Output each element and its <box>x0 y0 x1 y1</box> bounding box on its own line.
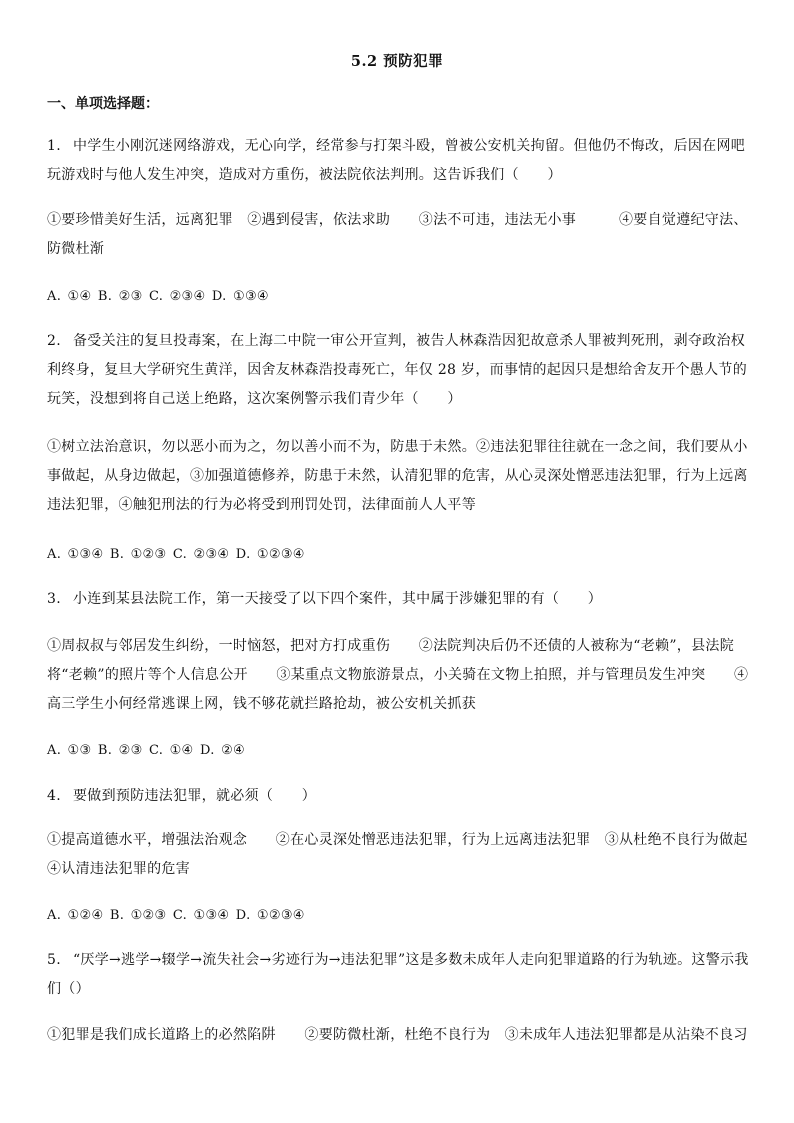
question-2-options: A. ①③④ B. ①②③ C. ②③④ D. ①②③④ <box>47 547 305 562</box>
question-4-items: ①提高道德水平，增强法治观念 ②在心灵深处憎恶违法犯罪，行为上远离违法犯罪 ③从杜绝不良行为做起 ④认清违法犯罪的危害 <box>47 832 763 877</box>
question-1-items: ①要珍惜美好生活，远离犯罪 ②遇到侵害，依法求助 ③法不可违，违法无小事 ④要自觉遵纪守法、防微杜渐 <box>47 212 748 257</box>
question-text: 小连到某县法院工作，第一天接受了以下四个案件，其中属于涉嫌犯罪的有（ ） <box>72 591 603 607</box>
question-number: 1. <box>47 138 61 154</box>
question-3-stem <box>47 585 752 614</box>
question-number: 3. <box>47 591 61 607</box>
question-4-options: A. ①②④ B. ①②③ C. ①③④ D. ①②③④ <box>47 908 305 923</box>
question-number: 2. <box>47 333 61 349</box>
question-number: 4. <box>47 788 61 804</box>
page-title: 5.2 预防犯罪 <box>350 53 444 70</box>
section-heading: 一、单项选择题： <box>47 96 159 112</box>
question-3-items: ①周叔叔与邻居发生纠纷，一时恼怒，把对方打成重伤 ②法院判决后仍不还债的人被称为“老赖”，县法院将“老赖”的照片等个人信息公开 ③某重点文物旅游景点，小关骑在文物上拍照，并与管理员发生冲突 ④高三学生小何经常逃课上网，钱不够花就拦路抢劫，被公安机关抓获 <box>47 638 749 712</box>
question-text: 备受关注的复旦投毒案，在上海二中院一审公开宣判，被告人林森浩因犯故意杀人罪被判死刑，剥夺政治权利终身，复旦大学研究生黄洋，因舍友林森浩投毒死亡，年仅 28 岁，而事情的起因只是想给舍友开个愚人节的玩笑，没想到将自己送上绝路，这次案例警示我们青少年（ ） <box>47 333 748 407</box>
question-1-stem <box>47 132 752 190</box>
question-2-items: ①树立法治意识，勿以恶小而为之，勿以善小而不为，防患于未然。②违法犯罪往往就在一念之间，我们要从小事做起，从身边做起，③加强道德修养，防患于未然，认清犯罪的危害，从心灵深处憎恶违法犯罪，行为上远离违法犯罪，④触犯刑法的行为必将受到刑罚处罚，法律面前人人平等 <box>47 439 748 513</box>
question-text: 中学生小刚沉迷网络游戏，无心向学，经常参与打架斗殴，曾被公安机关拘留。但他仍不悔改，后因在网吧玩游戏时与他人发生冲突，造成对方重伤，被法院依法判刑。这告诉我们（ ） <box>47 138 746 183</box>
question-text: “厌学→逃学→辍学→流失社会→劣迹行为→违法犯罪”这是多数未成年人走向犯罪道路的行为轨迹。这警示我们（） <box>47 952 749 997</box>
question-number: 5. <box>47 952 61 968</box>
question-5-stem <box>47 946 752 1004</box>
question-2-stem <box>47 327 752 414</box>
question-3-options: A. ①③ B. ②③ C. ①④ D. ②④ <box>47 743 245 758</box>
question-1-options: A. ①④ B. ②③ C. ②③④ D. ①③④ <box>47 289 269 304</box>
question-4-stem <box>47 782 752 811</box>
question-5-items: ①犯罪是我们成长道路上的必然陷阱 ②要防微杜渐，杜绝不良行为 ③未成年人违法犯罪都是从沾染不良习 <box>47 1027 748 1043</box>
question-text: 要做到预防违法犯罪，就必须（ ） <box>72 788 317 804</box>
